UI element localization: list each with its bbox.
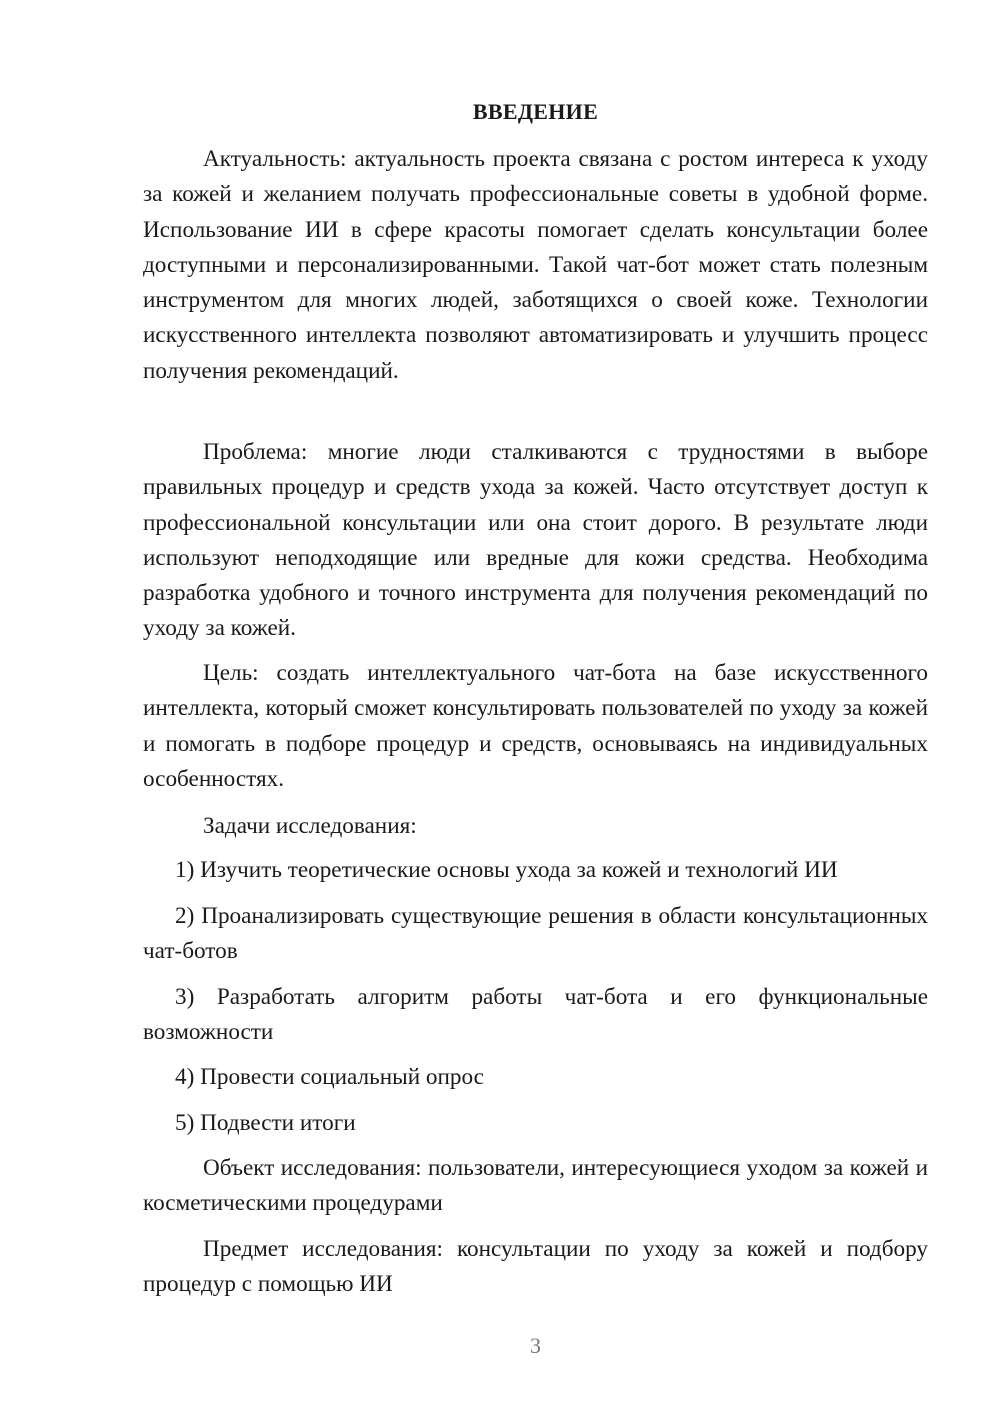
problem-paragraph: Проблема: многие люди сталкиваются с трудностями в выборе правильных процедур и средств ухода за кожей. Часто отсутствует доступ к профессиональной консультации или она стоит дорого. В результате люди используют неподходящие или вредные для кожи средства. Необходима разработка удобного и точного инструмента для получения рекомендаций по уходу за кожей.	[143, 439, 928, 642]
task-item-4: 4) Провести социальный опрос	[175, 1064, 484, 1090]
task-item-5: 5) Подвести итоги	[175, 1110, 356, 1136]
research-subject-paragraph: Предмет исследования: консультации по уходу за кожей и подбору процедур с помощью ИИ	[143, 1236, 928, 1298]
task-item-3: 3) Разработать алгоритм работы чат-бота и его функциональные возможности	[143, 984, 928, 1046]
research-object-paragraph: Объект исследования: пользователи, интересующиеся уходом за кожей и косметическими процедурами	[143, 1155, 928, 1217]
relevance-paragraph: Актуальность: актуальность проекта связана с ростом интереса к уходу за кожей и желанием получать профессиональные советы в удобной форме. Использование ИИ в сфере красоты помогает сделать консультации более доступными и персонализированными. Такой чат-бот может стать полезным инструментом для многих людей, заботящихся о своей коже. Технологии искусственного интеллекта позволяют автоматизировать и улучшить процесс получения рекомендаций.	[143, 146, 928, 384]
section-title: ВВЕДЕНИЕ	[472, 99, 599, 124]
page-number: 3	[530, 1333, 541, 1358]
task-item-2: 2) Проанализировать существующие решения в области консультационных чат-ботов	[143, 903, 928, 965]
task-item-1: 1) Изучить теоретические основы ухода за кожей и технологий ИИ	[175, 857, 838, 883]
goal-paragraph: Цель: создать интеллектуального чат-бота на базе искусственного интеллекта, который сможет консультировать пользователей по уходу за кожей и помогать в подборе процедур и средств, основываясь на индивидуальных особенностях.	[143, 660, 928, 792]
tasks-heading: Задачи исследования:	[203, 813, 417, 839]
